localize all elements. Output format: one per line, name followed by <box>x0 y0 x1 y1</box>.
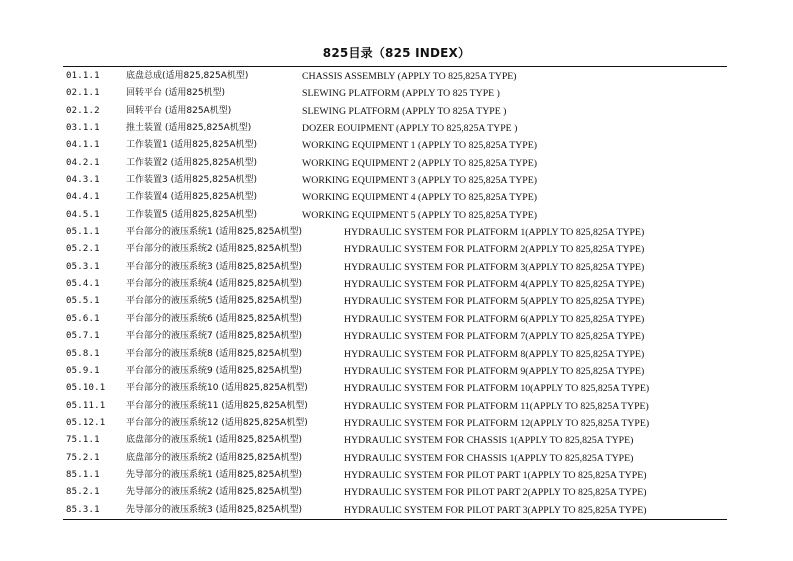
index-code: 05.9.1 <box>66 365 100 376</box>
index-row <box>0 363 793 380</box>
index-row <box>0 137 793 154</box>
index-title-en: HYDRAULIC SYSTEM FOR PLATFORM 10(APPLY TO 825,825A TYPE) <box>344 383 650 395</box>
index-row <box>0 380 793 397</box>
index-row <box>0 224 793 241</box>
index-code: 05.8.1 <box>66 348 100 359</box>
index-code: 05.5.1 <box>66 296 100 307</box>
index-title-cn: 平台部分的液压系统12 (适用825,825A机型) <box>126 417 308 428</box>
index-list <box>0 68 793 519</box>
index-title-cn: 底盘部分的液压系统2 (适用825,825A机型) <box>126 452 302 463</box>
index-code: 05.11.1 <box>66 400 106 411</box>
index-row <box>0 293 793 310</box>
index-title-cn: 回转平台 (适用825机型) <box>126 88 226 99</box>
index-row <box>0 398 793 415</box>
index-title-en: HYDRAULIC SYSTEM FOR PLATFORM 1(APPLY TO 825,825A TYPE) <box>344 227 645 239</box>
index-code: 05.4.1 <box>66 279 100 290</box>
index-code: 02.1.1 <box>66 88 100 99</box>
index-title-en: WORKING EQUIPMENT 5 (APPLY TO 825,825A TYPE) <box>302 209 537 221</box>
index-title-cn: 平台部分的液压系统11 (适用825,825A机型) <box>126 400 308 411</box>
index-row <box>0 259 793 276</box>
index-code: 85.3.1 <box>66 504 100 515</box>
index-code: 85.2.1 <box>66 487 100 498</box>
index-row <box>0 172 793 189</box>
index-code: 01.1.1 <box>66 71 100 81</box>
index-title-cn: 平台部分的液压系统3 (适用825,825A机型) <box>126 261 302 272</box>
index-title-cn: 平台部分的液压系统10 (适用825,825A机型) <box>126 383 308 394</box>
index-code: 04.5.1 <box>66 209 100 220</box>
index-title-en: HYDRAULIC SYSTEM FOR PILOT PART 2(APPLY TO 825,825A TYPE) <box>344 487 647 499</box>
index-title-cn: 平台部分的液压系统4 (适用825,825A机型) <box>126 279 302 290</box>
page-title: 825目录（825 INDEX） <box>322 46 471 60</box>
index-row <box>0 415 793 432</box>
index-code: 04.3.1 <box>66 175 100 186</box>
index-title-en: HYDRAULIC SYSTEM FOR PILOT PART 3(APPLY TO 825,825A TYPE) <box>344 504 647 516</box>
index-title-en: HYDRAULIC SYSTEM FOR PLATFORM 11(APPLY TO 825,825A TYPE) <box>344 400 649 412</box>
index-row <box>0 189 793 206</box>
index-code: 05.2.1 <box>66 244 100 255</box>
index-code: 85.1.1 <box>66 469 100 480</box>
index-title-cn: 回转平台 (适用825A机型) <box>126 105 232 116</box>
index-title-en: HYDRAULIC SYSTEM FOR PLATFORM 2(APPLY TO 825,825A TYPE) <box>344 244 645 256</box>
index-row <box>0 155 793 172</box>
index-title-cn: 平台部分的液压系统6 (适用825,825A机型) <box>126 313 302 324</box>
index-row <box>0 241 793 258</box>
index-title-en: HYDRAULIC SYSTEM FOR PLATFORM 5(APPLY TO 825,825A TYPE) <box>344 296 645 308</box>
index-code: 03.1.1 <box>66 123 100 134</box>
index-row <box>0 276 793 293</box>
index-title-cn: 平台部分的液压系统5 (适用825,825A机型) <box>126 296 302 307</box>
index-title-en: CHASSIS ASSEMBLY (APPLY TO 825,825A TYPE) <box>302 71 517 82</box>
index-row <box>0 68 793 85</box>
index-row <box>0 450 793 467</box>
index-row <box>0 311 793 328</box>
top-rule <box>63 66 727 67</box>
index-title-cn: 平台部分的液压系统2 (适用825,825A机型) <box>126 244 302 255</box>
index-code: 04.2.1 <box>66 157 100 168</box>
index-code: 05.3.1 <box>66 261 100 272</box>
index-code: 05.1.1 <box>66 227 100 238</box>
index-title-en: SLEWING PLATFORM (APPLY TO 825 TYPE ) <box>302 88 500 100</box>
index-title-en: HYDRAULIC SYSTEM FOR PLATFORM 12(APPLY TO 825,825A TYPE) <box>344 417 650 429</box>
index-code: 75.1.1 <box>66 435 100 446</box>
index-title-en: WORKING EQUIPMENT 3 (APPLY TO 825,825A TYPE) <box>302 175 537 187</box>
index-code: 75.2.1 <box>66 452 100 463</box>
index-code: 04.4.1 <box>66 192 100 203</box>
index-row <box>0 502 793 519</box>
index-title-cn: 底盘总成(适用825,825A机型) <box>126 71 249 81</box>
index-title-en: SLEWING PLATFORM (APPLY TO 825A TYPE ) <box>302 105 507 117</box>
index-title-cn: 先导部分的液压系统3 (适用825,825A机型) <box>126 504 302 515</box>
index-title-cn: 先导部分的液压系统1 (适用825,825A机型) <box>126 469 302 480</box>
index-title-en: HYDRAULIC SYSTEM FOR PLATFORM 6(APPLY TO 825,825A TYPE) <box>344 313 645 325</box>
index-code: 05.10.1 <box>66 383 106 394</box>
index-code: 05.6.1 <box>66 313 100 324</box>
index-title-cn: 平台部分的液压系统1 (适用825,825A机型) <box>126 227 302 238</box>
index-row <box>0 328 793 345</box>
index-title-cn: 平台部分的液压系统8 (适用825,825A机型) <box>126 348 302 359</box>
bottom-rule <box>63 519 727 520</box>
index-title-cn: 底盘部分的液压系统1 (适用825,825A机型) <box>126 435 302 446</box>
index-title-cn: 先导部分的液压系统2 (适用825,825A机型) <box>126 487 302 498</box>
index-title-cn: 工作装置3 (适用825,825A机型) <box>126 175 257 186</box>
index-title-cn: 工作装置5 (适用825,825A机型) <box>126 209 257 220</box>
index-code: 05.7.1 <box>66 331 100 342</box>
index-title-cn: 工作装置2 (适用825,825A机型) <box>126 157 257 168</box>
index-title-en: WORKING EQUIPMENT 4 (APPLY TO 825,825A TYPE) <box>302 192 537 204</box>
index-title-en: HYDRAULIC SYSTEM FOR PLATFORM 8(APPLY TO 825,825A TYPE) <box>344 348 645 360</box>
index-row <box>0 467 793 484</box>
index-row <box>0 207 793 224</box>
index-title-en: DOZER EOUIPMENT (APPLY TO 825,825A TYPE ) <box>302 123 518 135</box>
index-code: 04.1.1 <box>66 140 100 151</box>
index-code: 05.12.1 <box>66 417 106 428</box>
index-row <box>0 484 793 501</box>
index-row <box>0 432 793 449</box>
index-title-cn: 工作装置1 (适用825,825A机型) <box>126 140 257 151</box>
index-title-en: HYDRAULIC SYSTEM FOR PLATFORM 4(APPLY TO 825,825A TYPE) <box>344 279 645 291</box>
index-title-en: WORKING EQUIPMENT 2 (APPLY TO 825,825A TYPE) <box>302 157 537 169</box>
index-row <box>0 346 793 363</box>
index-title-en: HYDRAULIC SYSTEM FOR PLATFORM 9(APPLY TO 825,825A TYPE) <box>344 365 645 377</box>
index-row <box>0 120 793 137</box>
index-title-cn: 平台部分的液压系统9 (适用825,825A机型) <box>126 365 302 376</box>
index-title-cn: 工作装置4 (适用825,825A机型) <box>126 192 257 203</box>
index-title-en: HYDRAULIC SYSTEM FOR PLATFORM 7(APPLY TO 825,825A TYPE) <box>344 331 645 343</box>
index-title-cn: 平台部分的液压系统7 (适用825,825A机型) <box>126 331 302 342</box>
index-title-en: HYDRAULIC SYSTEM FOR CHASSIS 1(APPLY TO 825,825A TYPE) <box>344 435 634 447</box>
index-code: 02.1.2 <box>66 105 100 116</box>
index-title-en: WORKING EQUIPMENT 1 (APPLY TO 825,825A TYPE) <box>302 140 537 152</box>
index-title-en: HYDRAULIC SYSTEM FOR CHASSIS 1(APPLY TO 825,825A TYPE) <box>344 452 634 464</box>
index-title-en: HYDRAULIC SYSTEM FOR PILOT PART 1(APPLY TO 825,825A TYPE) <box>344 469 647 481</box>
index-row <box>0 85 793 102</box>
index-title-en: HYDRAULIC SYSTEM FOR PLATFORM 3(APPLY TO 825,825A TYPE) <box>344 261 645 273</box>
index-row <box>0 103 793 120</box>
index-title-cn: 推土装置 (适用825,825A机型) <box>126 123 252 134</box>
